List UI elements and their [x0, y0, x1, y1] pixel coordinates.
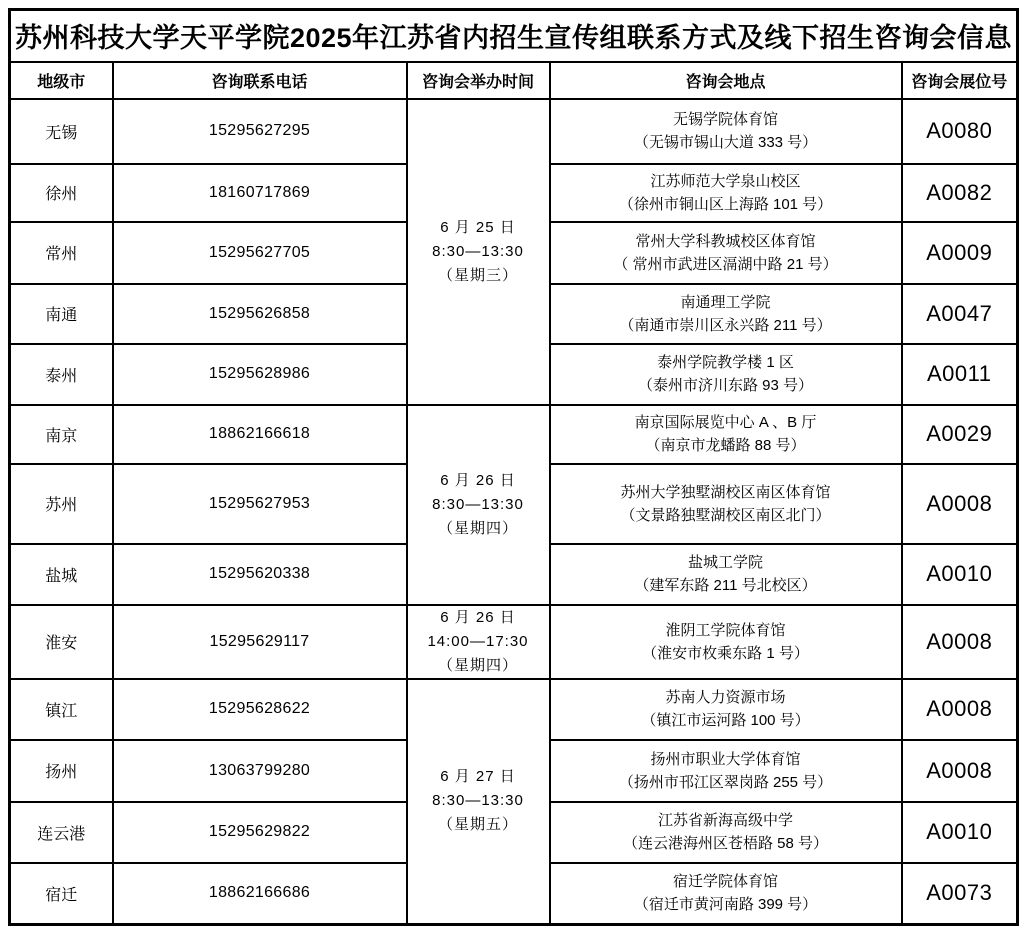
address: （无锡市锡山大道 333 号）: [633, 134, 818, 151]
booth-cell: A0029: [902, 405, 1018, 464]
address: （镇江市运河路 100 号）: [641, 712, 810, 729]
venue: 苏州大学独墅湖校区南区体育馆: [620, 483, 831, 501]
location-cell: [550, 222, 902, 284]
address: （南京市龙蟠路 88 号）: [645, 437, 806, 454]
location-cell: [550, 605, 902, 679]
phone-cell: 13063799280: [113, 740, 407, 802]
city-cell: 无锡: [10, 99, 113, 164]
location-cell: [550, 740, 902, 802]
phone-cell: 18862166618: [113, 405, 407, 464]
city-cell: 镇江: [10, 679, 113, 740]
phone-cell: 15295627953: [113, 464, 407, 544]
address: （淮安市枚乘东路 1 号）: [642, 644, 809, 662]
booth-cell: A0008: [902, 740, 1018, 802]
time-date: 6 月 26 日: [440, 471, 516, 489]
booth-cell: A0008: [902, 464, 1018, 544]
booth-cell: A0080: [902, 99, 1018, 164]
page-title: 苏州科技大学天平学院2025年江苏省内招生宣传组联系方式及线下招生咨询会信息: [10, 10, 1018, 62]
booth-cell: A0010: [902, 802, 1018, 863]
booth-cell: A0073: [902, 863, 1018, 925]
city-cell: 南京: [10, 405, 113, 464]
location-cell: [550, 464, 902, 544]
booth-cell: A0011: [902, 344, 1018, 405]
location-cell: [550, 802, 902, 863]
table-row-zhenjiang: [10, 679, 1018, 740]
city-cell: 扬州: [10, 740, 113, 802]
title-row: [10, 10, 1018, 62]
phone-cell: 15295629822: [113, 802, 407, 863]
time-cell-group-4: [407, 679, 550, 925]
location-cell: [550, 99, 902, 164]
address: （泰州市济川东路 93 号）: [637, 377, 814, 394]
col-header-phone: 咨询联系电话: [113, 62, 407, 99]
time-cell-group-2: [407, 405, 550, 605]
location-cell: [550, 679, 902, 740]
phone-cell: 15295628986: [113, 344, 407, 405]
city-cell: 盐城: [10, 544, 113, 605]
city-cell: 徐州: [10, 164, 113, 222]
venue: 苏南人力资源市场: [665, 689, 786, 706]
time-weekday: （星期三）: [437, 266, 518, 284]
address: （徐州市铜山区上海路 101 号）: [618, 195, 833, 213]
col-header-time: 咨询会举办时间: [407, 62, 550, 99]
booth-cell: A0008: [902, 605, 1018, 679]
time-range: 8:30—13:30: [432, 242, 524, 260]
col-header-booth: 咨询会展位号: [902, 62, 1018, 99]
time-weekday: （星期四）: [437, 519, 518, 537]
phone-cell: 15295627705: [113, 222, 407, 284]
venue: 无锡学院体育馆: [672, 111, 778, 128]
city-cell: 常州: [10, 222, 113, 284]
location-cell: [550, 405, 902, 464]
booth-cell: A0082: [902, 164, 1018, 222]
address: （扬州市邗江区翠岗路 255 号）: [618, 773, 833, 791]
booth-cell: A0047: [902, 284, 1018, 344]
location-cell: [550, 284, 902, 344]
time-date: 6 月 26 日: [440, 608, 516, 626]
phone-cell: 15295627295: [113, 99, 407, 164]
phone-cell: 18160717869: [113, 164, 407, 222]
phone-cell: 15295626858: [113, 284, 407, 344]
time-cell-group-3: [407, 605, 550, 679]
table-row-nanjing: [10, 405, 1018, 464]
address: （南通市崇川区永兴路 211 号）: [619, 316, 832, 334]
time-cell-group-1: [407, 99, 550, 405]
city-cell: 连云港: [10, 802, 113, 863]
venue: 南京国际展览中心 A 、B 厅: [634, 414, 817, 431]
time-weekday: （星期五）: [437, 816, 518, 834]
location-cell: [550, 344, 902, 405]
city-cell: 宿迁: [10, 863, 113, 925]
booth-cell: A0008: [902, 679, 1018, 740]
phone-cell: 18862166686: [113, 863, 407, 925]
phone-cell: 15295628622: [113, 679, 407, 740]
time-weekday: （星期四）: [437, 656, 518, 674]
venue: 江苏师范大学泉山校区: [650, 172, 801, 190]
city-cell: 淮安: [10, 605, 113, 679]
venue: 扬州市职业大学体育馆: [650, 750, 801, 768]
location-cell: [550, 164, 902, 222]
city-cell: 苏州: [10, 464, 113, 544]
time-range: 8:30—13:30: [432, 495, 524, 513]
address: （连云港海州区苍梧路 58 号）: [622, 835, 829, 852]
time-range: 8:30—13:30: [432, 792, 524, 810]
time-range: 14:00—17:30: [427, 632, 529, 650]
col-header-location: 咨询会地点: [550, 62, 902, 99]
phone-cell: 15295629117: [113, 605, 407, 679]
booth-cell: A0009: [902, 222, 1018, 284]
venue: 江苏省新海高级中学: [657, 812, 793, 829]
venue: 淮阴工学院体育馆: [665, 621, 786, 639]
address: （文景路独墅湖校区南区北门）: [620, 506, 831, 524]
booth-cell: A0010: [902, 544, 1018, 605]
header-row: [10, 62, 1018, 99]
admissions-consultation-table: [8, 8, 1019, 926]
venue: 宿迁学院体育馆: [672, 873, 778, 891]
time-date: 6 月 25 日: [440, 218, 516, 236]
venue: 常州大学科教城校区体育馆: [635, 232, 816, 250]
address: （建军东路 211 号北校区）: [634, 577, 817, 594]
address: （宿迁市黄河南路 399 号）: [633, 896, 818, 914]
table-row-wuxi: [10, 99, 1018, 164]
location-cell: [550, 863, 902, 925]
city-cell: 泰州: [10, 344, 113, 405]
venue: 南通理工学院: [680, 293, 771, 311]
city-cell: 南通: [10, 284, 113, 344]
time-date: 6 月 27 日: [440, 768, 516, 786]
venue: 盐城工学院: [687, 554, 763, 571]
table-row-huaian: [10, 605, 1018, 679]
address: （ 常州市武进区滆湖中路 21 号）: [613, 255, 838, 273]
col-header-city: 地级市: [10, 62, 113, 99]
venue: 泰州学院教学楼 1 区: [657, 354, 794, 371]
phone-cell: 15295620338: [113, 544, 407, 605]
location-cell: [550, 544, 902, 605]
